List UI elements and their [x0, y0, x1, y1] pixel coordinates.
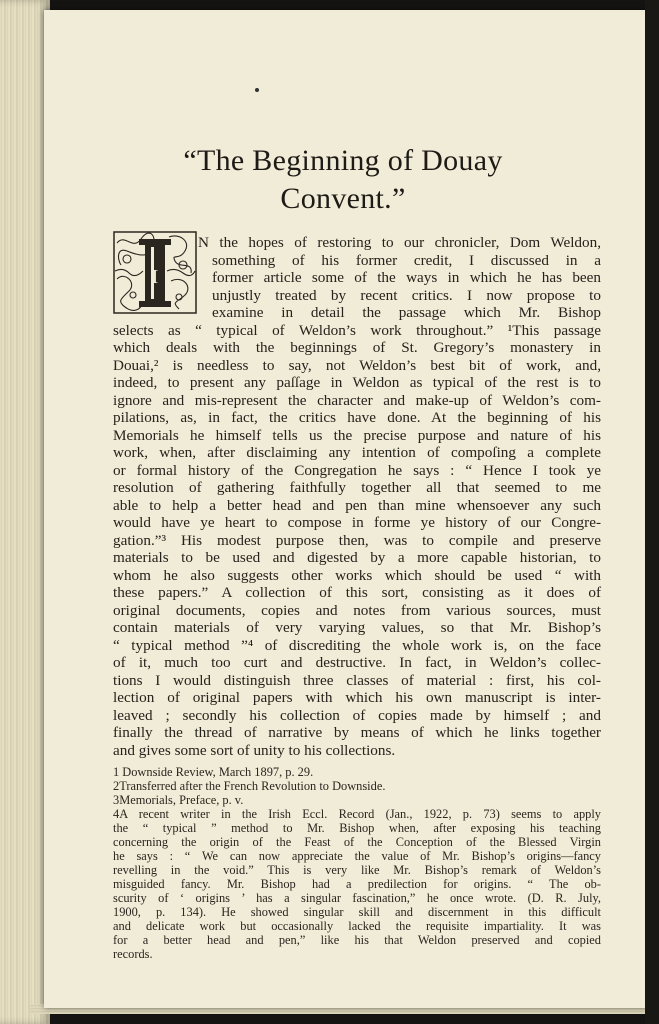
body-line: able to help a better head and pen than mine whensoever any such: [113, 497, 601, 514]
footnote-line: the “ typical ” method to Mr. Bishop when, after exposing his teaching: [113, 821, 601, 835]
footnote-line: 3Memorials, Preface, p. v.: [113, 793, 244, 807]
drop-cap-letter: I: [151, 266, 159, 288]
footnote-line: concerning the origin of the Feast of the Conception of the Blessed Virgin: [113, 835, 601, 849]
footnote-line: 4A recent writer in the Irish Eccl. Record (Jan., 1922, p. 73) seems to apply: [113, 807, 601, 821]
body-line: original documents, copies and notes from various sources, must: [113, 602, 601, 619]
body-line: materials to be used and digested by a more capable historian, to: [113, 549, 601, 566]
body-line: something of his former credit, I discussed in a: [212, 252, 601, 269]
footnote-line: 1900, p. 134). He showed singular skill and discernment in this difficult: [113, 905, 601, 919]
body-line: Douai,² is needless to say, not Weldon’s best bit of work, and,: [113, 357, 601, 374]
footnote-line: revelling in the void.” This is very like Mr. Bishop’s remark of Weldon’s: [113, 863, 601, 877]
body-line: examine in detail the passage which Mr. Bishop: [212, 304, 601, 321]
footnote-line: and delicate work but occasionally lacked the requisite impartiality. It was: [113, 919, 601, 933]
background-edge: [645, 0, 659, 1024]
body-line: N the hopes of restoring to our chronicler, Dom Weldon,: [198, 234, 601, 251]
body-line: ignore and mis-represent the character and make-up of Weldon’s com-: [113, 392, 601, 409]
body-line: selects as “ typical of Weldon’s work throughout.” ¹This passage: [113, 322, 601, 339]
body-line: or formal history of the Congregation he says : “ Hence I took ye: [113, 462, 601, 479]
body-line: would have ye heart to compose in forme ye history of our Congre-: [113, 514, 601, 531]
footnote-line: records.: [113, 947, 153, 961]
body-line: lection of original papers with which his own manuscript is inter-: [113, 689, 601, 706]
body-line: indeed, to present any paſſage in Weldon as typical of the rest is to: [113, 374, 601, 391]
body-line: leaved ; secondly his collection of copies made by himself ; and: [113, 707, 601, 724]
body-line: which deals with the beginnings of St. Gregory’s monastery in: [113, 339, 601, 356]
decorated-drop-cap-icon: [113, 231, 197, 314]
body-line: work, when, after disclaiming any intention of compoſing a complete: [113, 444, 601, 461]
body-line: whom he also suggests other works which should be used “ with: [113, 567, 601, 584]
ink-spot: [255, 88, 259, 92]
footnote-line: misguided fancy. Mr. Bishop had a predilection for origins. “ The ob-: [113, 877, 601, 891]
body-line: Memorials he himself tells us the precise purpose and nature of his: [113, 427, 601, 444]
footnote-line: scurity of ‘ origins ’ has a singular fascination,” he once wrote. (D. R. July,: [113, 891, 601, 905]
footnote-line: he says : “ We can now appreciate the value of Mr. Bishop’s origins—fancy: [113, 849, 601, 863]
body-line: tions I would distinguish three classes of material : first, his col-: [113, 672, 601, 689]
body-line: resolution of gathering faithfully together all that seemed to me: [113, 479, 601, 496]
body-line: pilations, as, in fact, the critics have done. At the beginning of his: [113, 409, 601, 426]
article-title-line-1: “The Beginning of Douay: [183, 144, 503, 177]
body-line: contain materials of very varying values, so that Mr. Bishop’s: [113, 619, 601, 636]
body-line: of it, much too curt and destructive. In fact, in Weldon’s collec-: [113, 654, 601, 671]
body-line: “ typical method ”⁴ of discrediting the whole work is, on the face: [113, 637, 601, 654]
book-binding-edge: [0, 0, 50, 1024]
footnote-line: 2Transferred after the French Revolution to Downside.: [113, 779, 386, 793]
body-line: these papers.” A collection of this sort, consisting as it does of: [113, 584, 601, 601]
body-line: finally the thread of narrative by means of which he links together: [113, 724, 601, 741]
body-line: gation.”³ His modest purpose then, was to compile and preserve: [113, 532, 601, 549]
footnote-line: for a better head and pen,” like his that Weldon preserved and copied: [113, 933, 601, 947]
footnote-line: 1 Downside Review, March 1897, p. 29.: [113, 765, 314, 779]
article-title-line-2: Convent.”: [280, 182, 406, 215]
body-line: and gives some sort of unity to his collections.: [113, 742, 396, 759]
body-line: unjustly treated by recent critics. I now propose to: [212, 287, 601, 304]
body-line: former article some of the ways in which he has been: [212, 269, 601, 286]
